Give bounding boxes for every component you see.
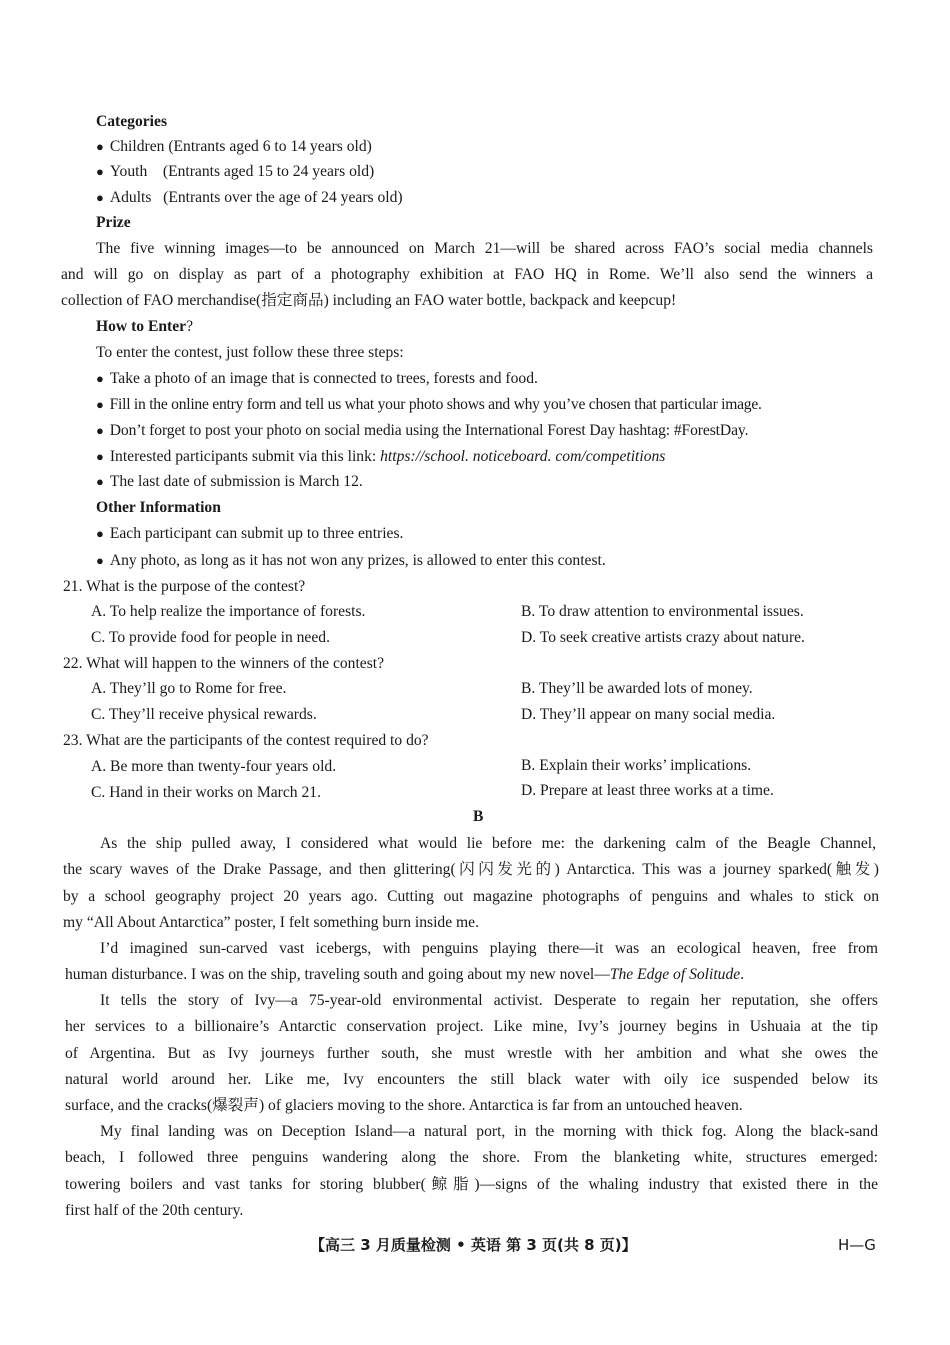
question-stem: 22. What will happen to the winners of the contest? <box>63 655 385 672</box>
how-to-enter-heading-text: How to Enter <box>96 318 187 335</box>
passage-text: human disturbance. I was on the ship, traveling south and going about my new novel— <box>65 966 610 983</box>
category-adults: ● Adults (Entrants over the age of 24 years old) <box>96 188 403 208</box>
option-c[interactable]: C. They’ll receive physical rewards. <box>91 706 317 723</box>
passage-line: by a school geography project 20 years ago. Cutting out magazine photographs of penguins and whales to stick on <box>63 888 879 905</box>
other-info-item: ● Each participant can submit up to three entries. <box>96 524 403 544</box>
passage-line: first half of the 20th century. <box>65 1202 244 1219</box>
option-a[interactable]: A. They’ll go to Rome for free. <box>91 680 287 697</box>
step-item: ● Don’t forget to post your photo on social media using the International Forest Day hashtag: #ForestDay. <box>96 421 748 441</box>
submission-link[interactable]: https://school. noticeboard. com/competitions <box>380 448 666 465</box>
option-b[interactable]: B. They’ll be awarded lots of money. <box>521 680 753 697</box>
novel-title: The Edge of Solitude <box>609 966 741 983</box>
question-stem: 21. What is the purpose of the contest? <box>63 578 306 595</box>
passage-line: natural world around her. Like me, Ivy encounters the still black water with oily ice suspended below its <box>65 1071 878 1088</box>
option-d[interactable]: D. Prepare at least three works at a time. <box>521 782 774 799</box>
prize-line: and will go on display as part of a photography exhibition at FAO HQ in Rome. We’ll also send the winners a <box>61 266 873 283</box>
category-youth: ● Youth (Entrants aged 15 to 24 years old) <box>96 162 374 182</box>
prize-line: The five winning images—to be announced on March 21—will be shared across FAO’s social media channels <box>96 240 873 257</box>
option-b[interactable]: B. To draw attention to environmental issues. <box>521 603 804 620</box>
passage-line: surface, and the cracks(爆裂声) of glaciers moving to the shore. Antarctica is far from an untouched heaven. <box>65 1097 743 1114</box>
option-a[interactable]: A. To help realize the importance of forests. <box>91 603 366 620</box>
passage-line: the scary waves of the Drake Passage, and then glittering(闪闪发光的) Antarctica. This was a journey sparked(触发) <box>63 861 879 878</box>
passage-line: I’d imagined sun-carved vast icebergs, with penguins playing there—it was an ecological heaven, free from <box>100 940 878 957</box>
how-to-enter-heading-suffix: ? <box>186 318 194 335</box>
passage-line: my “All About Antarctica” poster, I felt something burn inside me. <box>63 914 479 931</box>
option-c[interactable]: C. Hand in their works on March 21. <box>91 784 321 801</box>
how-to-enter-intro: To enter the contest, just follow these three steps: <box>96 344 404 361</box>
other-info-item: ● Any photo, as long as it has not won any prizes, is allowed to enter this contest. <box>96 551 606 571</box>
footer-code: H—G <box>838 1236 876 1254</box>
step-item: ● Fill in the online entry form and tell us what your photo shows and why you’ve chosen that particular image. <box>96 395 762 415</box>
other-info-heading: Other Information <box>96 499 221 516</box>
prize-line: collection of FAO merchandise(指定商品) including an FAO water bottle, backpack and keepcup! <box>61 292 677 309</box>
passage-line: It tells the story of Ivy—a 75-year-old environmental activist. Desperate to regain her reputation, she offers <box>100 992 878 1009</box>
option-d[interactable]: D. They’ll appear on many social media. <box>521 706 776 723</box>
footer-page-info: 【高三 3 月质量检测 • 英语 第 3 页(共 8 页)】 <box>310 1236 637 1254</box>
passage-line: As the ship pulled away, I considered what would lie before me: the darkening calm of the Beagle Channel, <box>100 835 876 852</box>
option-a[interactable]: A. Be more than twenty-four years old. <box>91 758 337 775</box>
option-d[interactable]: D. To seek creative artists crazy about nature. <box>521 629 805 646</box>
submission-link-line <box>96 447 665 467</box>
passage-line-with-title <box>65 965 744 985</box>
step-item: ● Take a photo of an image that is connected to trees, forests and food. <box>96 369 538 389</box>
passage-label: B <box>473 808 484 825</box>
categories-heading: Categories <box>96 113 168 130</box>
category-children: ● Children (Entrants aged 6 to 14 years old) <box>96 137 372 157</box>
step-item: ● The last date of submission is March 12. <box>96 472 363 492</box>
passage-line: of Argentina. But as Ivy journeys further south, she must wrestle with her ambition and what she owes the <box>65 1045 878 1062</box>
link-prefix: Interested participants submit via this link: <box>109 448 381 465</box>
passage-line: her services to a billionaire’s Antarctic conservation project. Like mine, Ivy’s journey begins in Ushuaia at the tip <box>65 1018 878 1035</box>
option-b[interactable]: B. Explain their works’ implications. <box>521 757 752 774</box>
how-to-enter-heading <box>96 317 193 337</box>
prize-heading: Prize <box>96 214 131 231</box>
novel-suffix: . <box>740 966 745 983</box>
passage-line: beach, I followed three penguins wandering along the shore. From the blanketing white, structures emerged: <box>65 1149 878 1166</box>
passage-line: towering boilers and vast tanks for storing blubber(鲸脂)—signs of the whaling industry that existed there in the <box>65 1176 878 1193</box>
question-stem: 23. What are the participants of the contest required to do? <box>63 732 429 749</box>
passage-line: My final landing was on Deception Island—a natural port, in the morning with thick fog. Along the black-sand <box>100 1123 878 1140</box>
option-c[interactable]: C. To provide food for people in need. <box>91 629 330 646</box>
